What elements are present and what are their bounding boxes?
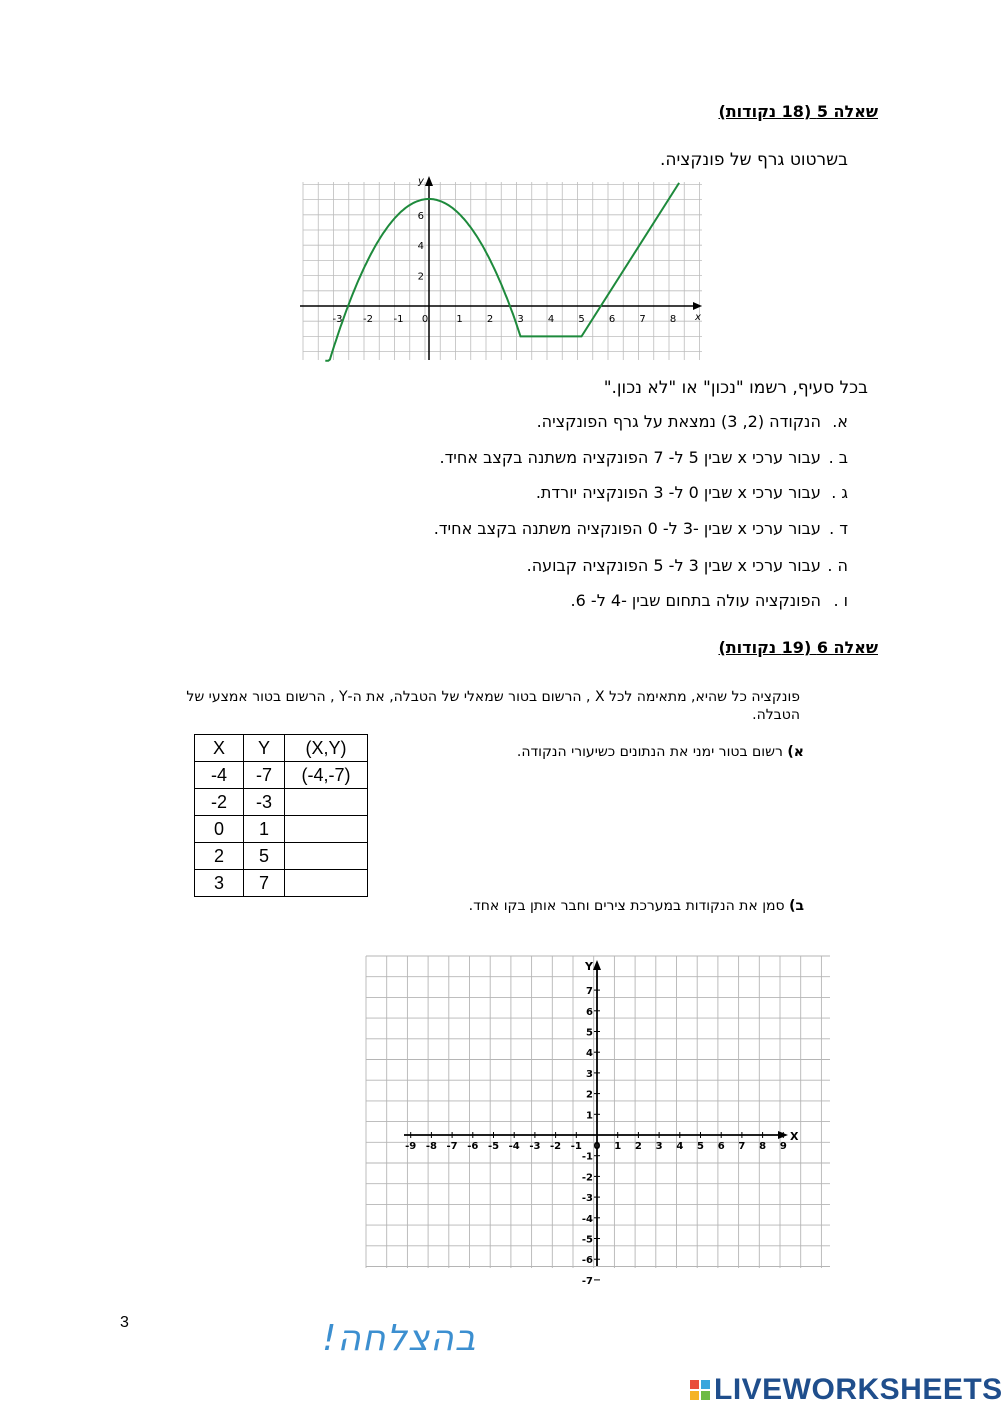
x-axis-label: X <box>790 1130 799 1143</box>
x-tick-label: 6 <box>717 1141 725 1152</box>
good-luck-text: בהצלחה! <box>322 1318 477 1359</box>
x-tick-label: -2 <box>550 1141 562 1152</box>
x-tick-label: 1 <box>456 314 463 325</box>
x-tick-label: -3 <box>332 314 343 325</box>
x-tick-label: 7 <box>639 314 646 325</box>
y-tick-label: 6 <box>586 1006 593 1018</box>
y-tick-label: -2 <box>581 1172 593 1184</box>
cell-y: 1 <box>244 816 285 843</box>
y-axis-arrow <box>593 960 601 970</box>
y-tick-label: 1 <box>586 1110 593 1122</box>
x-tick-label: 5 <box>697 1141 704 1152</box>
y-tick-label: -5 <box>581 1234 593 1246</box>
y-tick-label: -1 <box>581 1151 593 1163</box>
x-tick-label: 8 <box>759 1141 767 1152</box>
x-tick-label: 4 <box>676 1141 684 1152</box>
y-axis-label: Y <box>585 960 593 973</box>
part-b: ב) סמן את הנקודות במערכת צירים וחבר אותן בקו אחד. <box>468 898 804 914</box>
cell-xy-answer[interactable] <box>285 870 368 897</box>
x-tick-label: -5 <box>487 1141 500 1152</box>
x-tick-label: 8 <box>669 314 677 325</box>
cell-y: 5 <box>244 843 285 870</box>
q5-item-a: א. הנקודה (2, 3) נמצאת על גרף הפונקציה. <box>536 412 848 431</box>
q5-item-d: ד . עבור ערכי x שבין -3 ל- 0 הפונקציה משתנה בקצב אחיד. <box>433 519 848 538</box>
function-graph <box>300 170 710 362</box>
x-axis-arrow <box>693 302 702 310</box>
q5-item-b: ב . עבור ערכי x שבין 5 ל- 7 הפונקציה משתנה בקצב אחיד. <box>439 448 848 467</box>
question-5-instructions: בכל סעיף, רשמו "נכון" או "לא נכון." <box>603 378 868 398</box>
x-tick-label: 7 <box>738 1141 746 1152</box>
table-row <box>195 870 368 897</box>
function-curve <box>325 183 679 361</box>
y-tick-label: 2 <box>417 271 424 283</box>
x-tick-label: 3 <box>517 314 524 325</box>
y-axis-label: y <box>418 176 424 187</box>
cell-xy-answer[interactable] <box>285 789 368 816</box>
cell-x: 2 <box>195 843 244 870</box>
y-tick-label: 3 <box>586 1068 593 1080</box>
question-5-heading: שאלה 5 (18 נקודות) <box>718 102 878 121</box>
table-row <box>195 816 368 843</box>
question-6-intro: פונקציה כל שהיא, מתאימה לכל X , הרשום בטור שמאלי של הטבלה, את ה-Y , הרשום בטור אמצעי של הטבלה. <box>186 689 800 723</box>
y-axis-arrow <box>425 176 433 186</box>
x-tick-label: -1 <box>393 314 404 325</box>
table-row <box>195 789 368 816</box>
liveworksheets-logo: LIVEWORKSHEETS <box>690 1373 1003 1407</box>
cell-x: -4 <box>195 762 244 789</box>
y-tick-label: 6 <box>417 210 424 222</box>
x-tick-label: -4 <box>508 1141 520 1152</box>
q5-item-c: ג . עבור ערכי x שבין 0 ל- 3 הפונקציה יורדת. <box>535 483 848 502</box>
x-tick-label: 3 <box>655 1141 663 1152</box>
page-number: 3 <box>120 1314 129 1331</box>
x-tick-label: -7 <box>446 1141 458 1152</box>
logo-squares-icon <box>690 1380 710 1400</box>
y-tick-label: 7 <box>586 986 593 998</box>
x-tick-label: -8 <box>425 1141 437 1152</box>
x-tick-label: -1 <box>570 1141 582 1152</box>
y-tick-label: -4 <box>581 1213 593 1225</box>
x-tick-label: -6 <box>467 1141 479 1152</box>
x-axis-label: x <box>695 312 701 323</box>
x-tick-label: 9 <box>779 1141 787 1152</box>
cell-xy[interactable]: (-4,-7) <box>285 762 368 789</box>
cell-y: 7 <box>244 870 285 897</box>
y-tick-label: -3 <box>581 1193 593 1205</box>
part-a: א) רשום בטור ימני את הנתונים כשיעורי הנקודה. <box>516 744 804 760</box>
y-tick-label: 5 <box>586 1027 593 1039</box>
cell-y: -7 <box>244 762 285 789</box>
cell-x: 3 <box>195 870 244 897</box>
coordinate-grid[interactable] <box>364 954 832 1287</box>
cell-xy-answer[interactable] <box>285 843 368 870</box>
x-tick-label: 5 <box>578 314 585 325</box>
cell-x: 0 <box>195 816 244 843</box>
x-tick-label: 1 <box>614 1141 622 1152</box>
x-tick-label: -2 <box>363 314 373 325</box>
y-tick-label: -7 <box>581 1275 593 1287</box>
question-6-heading: שאלה 6 (19 נקודות) <box>718 638 878 657</box>
table-row <box>195 762 368 789</box>
cell-y: -3 <box>244 789 285 816</box>
y-tick-label: 4 <box>417 241 424 253</box>
cell-xy-answer[interactable] <box>285 816 368 843</box>
points-table <box>194 734 368 897</box>
x-tick-label: 4 <box>547 314 555 325</box>
header-y: Y <box>244 735 285 762</box>
y-tick-label: 2 <box>586 1089 593 1101</box>
y-tick-label: 4 <box>586 1048 593 1060</box>
q5-item-f: ו . הפונקציה עולה בתחום שבין -4 ל- 6. <box>570 591 848 610</box>
x-tick-label: 2 <box>486 314 494 325</box>
x-tick-label: -9 <box>405 1141 417 1152</box>
table-row <box>195 843 368 870</box>
x-tick-label: 6 <box>608 314 616 325</box>
cell-x: -2 <box>195 789 244 816</box>
header-xy: (X,Y) <box>285 735 368 762</box>
q5-item-e: ה . עבור ערכי x שבין 3 ל- 5 הפונקציה קבועה. <box>526 556 848 575</box>
header-x: X <box>195 735 244 762</box>
x-tick-label: 0 <box>593 1141 601 1152</box>
x-tick-label: -3 <box>529 1141 541 1152</box>
table-header-row <box>195 735 368 762</box>
x-tick-label: 0 <box>421 314 429 325</box>
y-tick-label: -6 <box>581 1255 593 1267</box>
question-5-intro: בשרטוט גרף של פונקציה. <box>659 150 848 170</box>
x-tick-label: 2 <box>634 1141 642 1152</box>
